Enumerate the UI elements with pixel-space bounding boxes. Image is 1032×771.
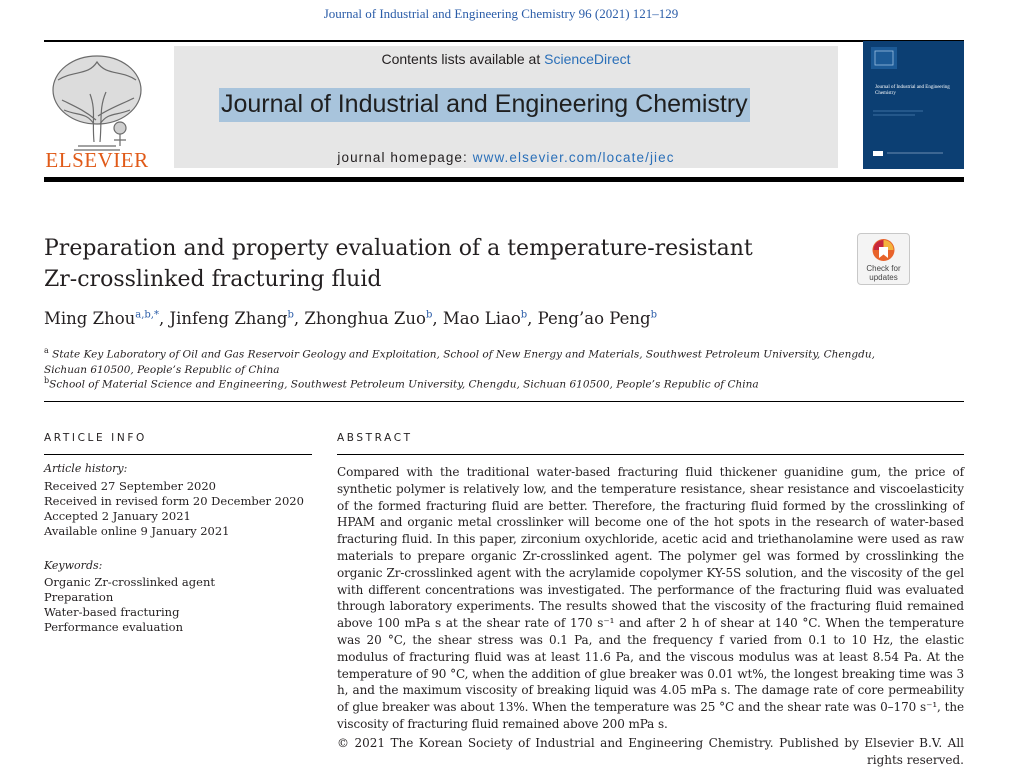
author-separator: ,	[527, 309, 538, 328]
cover-decoration-icon	[863, 41, 964, 169]
contents-line	[174, 51, 838, 67]
sciencedirect-link[interactable]: ScienceDirect	[544, 51, 631, 67]
article-title	[44, 233, 824, 295]
history-item: Accepted 2 January 2021	[44, 509, 191, 523]
author-separator: ,	[293, 309, 305, 328]
article-info-heading: ARTICLE INFO	[44, 432, 147, 444]
author-affiliation-mark[interactable]: b	[650, 309, 657, 321]
history-item: Available online 9 January 2021	[44, 524, 230, 538]
author-separator: ,	[432, 309, 443, 328]
abstract-rule	[337, 454, 964, 455]
affiliation-b-mark: b	[44, 376, 50, 385]
cover-title: Journal of Industrial and Engineering Chemistry	[875, 85, 950, 96]
header-top-rule	[44, 40, 964, 42]
journal-homepage	[174, 150, 838, 165]
keyword-item: Performance evaluation	[44, 620, 183, 634]
history-item: Received 27 September 2020	[44, 479, 216, 493]
header-bottom-rule	[44, 177, 964, 182]
affiliation-b-line-1: School of Material Science and Engineering, Southwest Petroleum University, Chengdu, Sichuan 610500, People’s Republic of China	[49, 378, 759, 391]
author-name[interactable]: Jinfeng Zhang	[169, 309, 288, 328]
homepage-link[interactable]: www.elsevier.com/locate/jiec	[472, 150, 675, 165]
author-name[interactable]: Zhonghua Zuo	[304, 309, 426, 328]
article-info-rule	[44, 454, 312, 455]
journal-citation[interactable]: Journal of Industrial and Engineering Chemistry 96 (2021) 121–129	[323, 6, 679, 21]
keyword-item: Organic Zr-crosslinked agent	[44, 575, 215, 589]
homepage-prefix: journal homepage:	[337, 150, 473, 165]
author-affiliation-mark[interactable]: a,b,*	[135, 309, 159, 321]
author-name[interactable]: Ming Zhou	[44, 309, 136, 328]
check-for-updates-line-1: Check for	[866, 264, 901, 273]
check-for-updates-label	[858, 264, 909, 282]
author-list	[44, 309, 657, 328]
article-title-line-2: Zr-crosslinked fracturing fluid	[44, 267, 382, 292]
journal-cover-image	[863, 41, 964, 169]
author-separator: ,	[159, 309, 170, 328]
affiliation-b	[44, 373, 759, 393]
copyright-notice: © 2021 The Korean Society of Industrial and Engineering Chemistry. Published by Elsevier B.V. All rights reserved.	[337, 736, 964, 767]
keyword-item: Water-based fracturing	[44, 605, 180, 619]
author-name[interactable]: Peng’ao Peng	[537, 309, 651, 328]
author-affiliation-mark[interactable]: b	[520, 309, 528, 321]
abstract-heading: ABSTRACT	[337, 432, 413, 444]
check-for-updates-button[interactable]	[857, 233, 910, 285]
check-for-updates-icon	[858, 236, 909, 266]
affiliation-a-line-1: State Key Laboratory of Oil and Gas Reservoir Geology and Exploitation, School of New Energy and Materials, Southwest Petroleum University, Chengdu,	[52, 348, 875, 361]
keywords-label: Keywords:	[44, 559, 103, 572]
journal-title[interactable]: Journal of Industrial and Engineering Chemistry	[219, 88, 750, 122]
abstract-text: Compared with the traditional water-based fracturing fluid thickener guanidine gum, the price of synthetic polymer is relatively low, and the temperature resistance, shear resistance and viscoelasticity of the formed fracturing fluid are better. Therefore, the fracturing fluid formed by the crosslinking of HPAM and organic metal crosslinker will become one of the hot spots in the research of water-based fracturing fluid. In this paper, zirconium oxychloride, acetic acid and triethanolamine were used as raw materials to prepare organic Zr-crosslinked agent. The polymer gel was formed by crosslinking the organic Zr-crosslinked agent with the acrylamide copolymer KY-5S solution, and the viscosity of the gel with different concentrations was investigated. The performance of the fracturing fluid was evaluated through laboratory experiments. The results showed that the viscosity of the fracturing fluid remained above 100 mPa s at the shear rate of 170 s⁻¹ and after 2 h of shear at 140 °C. When the temperature was 20 °C, the shear stress was 0.1 Pa, and the frequency f varied from 0.1 to 10 Hz, the elastic modulus of fracturing fluid was at least 11.6 Pa, and the viscous modulus was at least 8.54 Pa. At the temperature of 90 °C, when the addition of glue breaker was 0.01 wt%, the longest breaking time was 3 h, and the maximum viscosity of breaking liquid was 4.05 mPa s. The damage rate of core permeability of glue breaker was about 13%. When the temperature was 25 °C and the shear rate was 0–170 s⁻¹, the viscosity of fracturing fluid remained above 200 mPa s.	[337, 465, 964, 731]
article-history-label: Article history:	[44, 462, 128, 475]
affiliation-divider	[44, 401, 964, 402]
author-affiliation-mark[interactable]: b	[287, 309, 294, 321]
author-name[interactable]: Mao Liao	[442, 309, 521, 328]
author-affiliation-mark[interactable]: b	[425, 309, 433, 321]
history-item: Received in revised form 20 December 2020	[44, 494, 304, 508]
contents-prefix: Contents lists available at	[381, 51, 545, 67]
check-for-updates-line-2: updates	[869, 273, 898, 282]
keyword-item: Preparation	[44, 590, 114, 604]
affiliation-a-line-2: Sichuan 610500, People’s Republic of China	[44, 363, 280, 376]
article-title-line-1: Preparation and property evaluation of a temperature-resistant	[44, 236, 753, 261]
affiliation-a-mark: a	[44, 346, 49, 355]
elsevier-wordmark: ELSEVIER	[45, 148, 149, 172]
